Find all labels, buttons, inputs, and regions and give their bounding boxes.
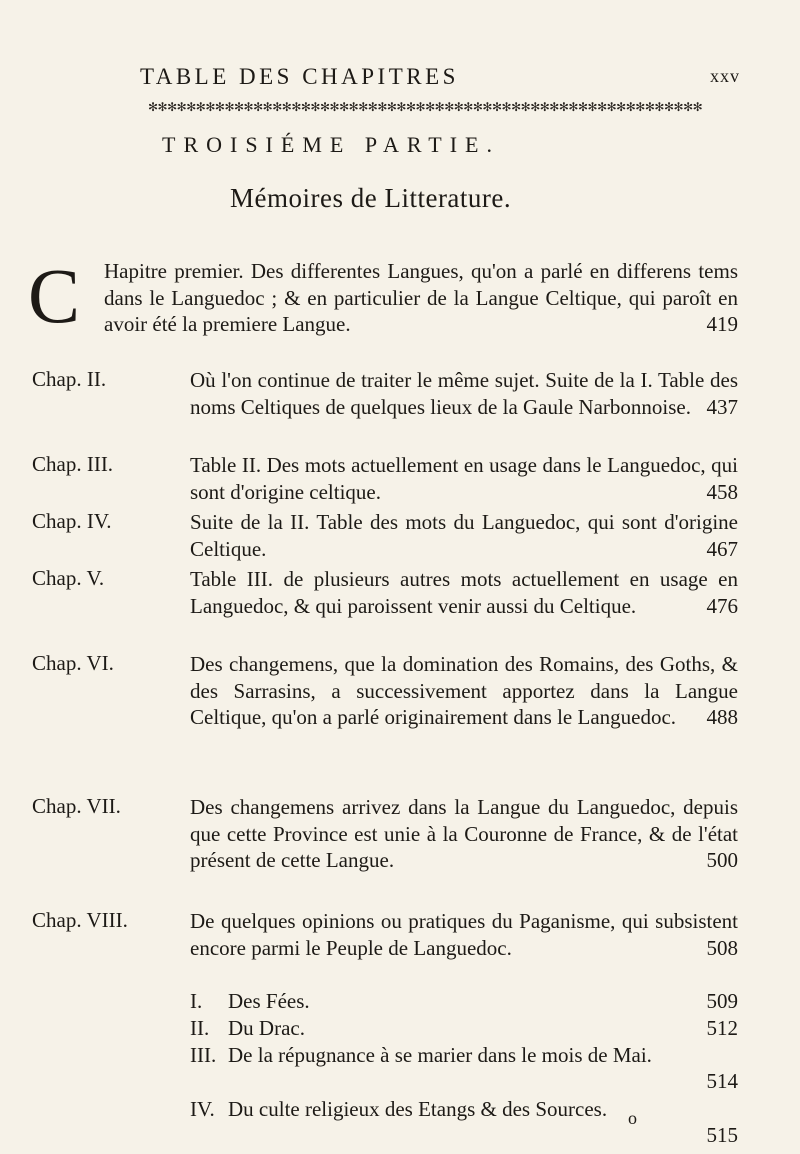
- entry-text: Table II. Des mots actuellement en usage dans le Languedoc, qui sont d'origine celtique.: [190, 453, 738, 504]
- page-numeral: xxv: [710, 66, 740, 86]
- signature-mark: o: [628, 1108, 637, 1128]
- chap-label: Chap. IV.: [32, 509, 112, 533]
- entry-page: 508: [706, 935, 738, 960]
- chap-label: Chap. VII.: [32, 794, 121, 818]
- sub-entry-text: De la répugnance à se marier dans le mois de Mai.: [228, 1043, 652, 1067]
- entry-page: 488: [706, 705, 738, 730]
- entry-page: 419: [706, 312, 738, 337]
- toc-entry-5: [190, 566, 738, 619]
- sub-entry-page: 512: [706, 1016, 738, 1040]
- entry-page: 500: [706, 848, 738, 873]
- entry-page: 467: [706, 536, 738, 561]
- entry-text: De quelques opinions ou pratiques du Paganisme, qui subsistent encore parmi le Peuple de Languedoc.: [190, 909, 738, 960]
- sub-entry-page: 515: [706, 1123, 738, 1147]
- sub-entry-number: I.: [190, 989, 203, 1013]
- entry-text: Des changemens, que la domination des Romains, des Goths, & des Sarrasins, a successivement apportez dans la Langue Celtique, qu'on a parlé originairement dans le Languedoc.: [190, 652, 738, 730]
- entry-page: 458: [706, 479, 738, 504]
- sub-entry: [190, 988, 738, 1015]
- toc-entry-4: [190, 509, 738, 562]
- sub-entry-page: 509: [706, 989, 738, 1013]
- chap-label: Chap. VI.: [32, 651, 114, 675]
- sub-entry: [190, 1096, 738, 1149]
- entry-text: Suite de la II. Table des mots du Languedoc, qui sont d'origine Celtique.: [190, 510, 738, 561]
- drop-cap: C: [28, 252, 81, 339]
- section-title: Mémoires de Litterature.: [230, 183, 512, 213]
- sub-entry-text: Du Drac.: [228, 1016, 305, 1040]
- entry-text: Des changemens arrivez dans la Langue du Languedoc, depuis que cette Province est unie à la Couronne de France, & de l'état présent de cette Langue.: [190, 795, 738, 873]
- sub-entry-page: 514: [706, 1069, 738, 1093]
- toc-entry-3: [190, 452, 738, 505]
- part-title: TROISIÉME PARTIE.: [162, 132, 500, 157]
- entry-page: 476: [706, 593, 738, 618]
- entry-text: Où l'on continue de traiter le même sujet. Suite de la I. Table des noms Celtiques de quelques lieux de la Gaule Narbonnoise.: [190, 368, 738, 419]
- sub-entry-number: IV.: [190, 1097, 215, 1121]
- sub-entry: [190, 1042, 738, 1095]
- sub-entry: [190, 1015, 738, 1042]
- ornament-rule: ✻✻✻✻✻✻✻✻✻✻✻✻✻✻✻✻✻✻✻✻✻✻✻✻✻✻✻✻✻✻✻✻✻✻✻✻✻✻✻✻✻✻✻✻✻✻✻✻✻✻✻✻✻✻✻✻✻✻: [148, 100, 703, 114]
- sub-entry-number: II.: [190, 1016, 210, 1040]
- chap-label: Chap. II.: [32, 367, 107, 391]
- toc-entry-2: [190, 367, 738, 420]
- entry-text: Table III. de plusieurs autres mots actuellement en usage en Languedoc, & qui paroissent venir aussi du Celtique.: [190, 567, 738, 618]
- sub-entry-text: Des Fées.: [228, 989, 310, 1013]
- running-head: [140, 64, 740, 90]
- chap-label: Chap. V.: [32, 566, 105, 590]
- toc-entry-1: [104, 258, 738, 338]
- chap-label: Chap. VIII.: [32, 908, 128, 932]
- sub-entry-number: III.: [190, 1043, 217, 1067]
- entry-text: Hapitre premier. Des differentes Langues, qu'on a parlé en differens tems dans le Languedoc ; & en particulier de la Langue Celtique, qui paroît en avoir été la premiere Langue.: [104, 259, 738, 337]
- toc-entry-7: [190, 794, 738, 874]
- sub-entry-text: Du culte religieux des Etangs & des Sources.: [228, 1097, 608, 1121]
- running-title: TABLE DES CHAPITRES: [140, 64, 459, 89]
- toc-entry-6: [190, 651, 738, 731]
- entry-page: 437: [706, 394, 738, 419]
- chap-label: Chap. III.: [32, 452, 114, 476]
- toc-entry-8: [190, 908, 738, 961]
